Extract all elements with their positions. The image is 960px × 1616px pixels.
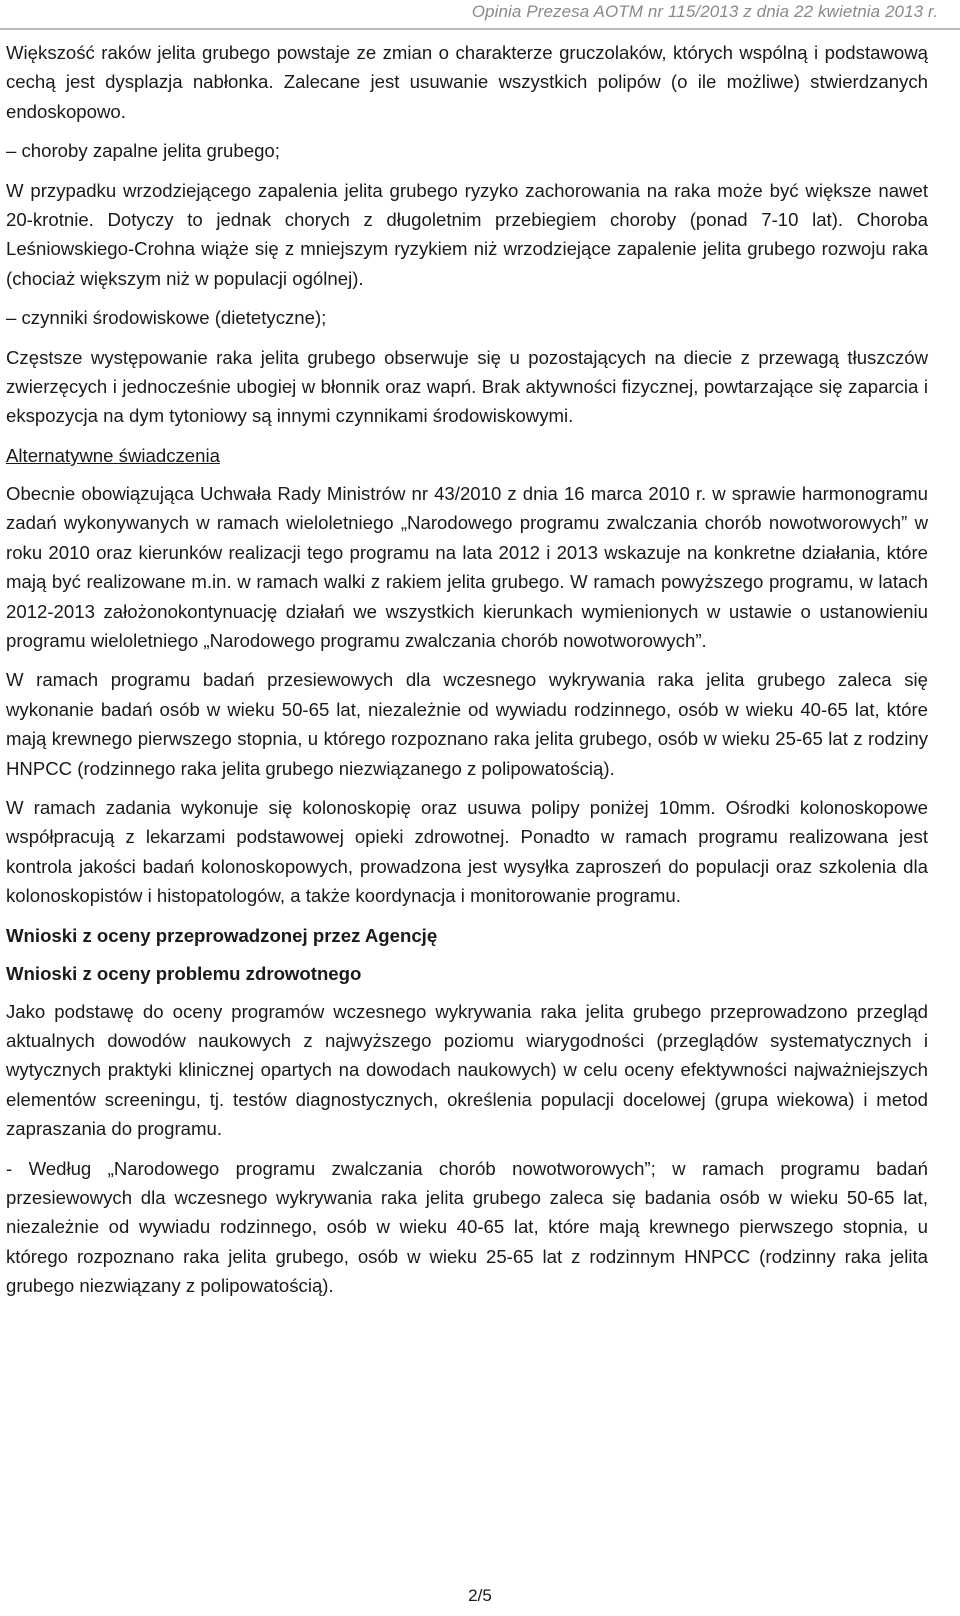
paragraph-adenomas: Większość raków jelita grubego powstaje ze zmian o charakterze gruczolaków, których wspólną i podstawową cechą jest dysplazja nabłonka. Zalecane jest usuwanie wszystkich polipów (o ile możliwe) stwierdzanych endoskopowo. — [6, 42, 928, 122]
heading-alternative-services: Alternatywne świadczenia — [6, 444, 220, 466]
paragraph-national-program: - Według „Narodowego programu zwalczania chorób nowotworowych”; w ramach programu badań przesiewowych dla wczesnego wykrywania raka jelita grubego zaleca się badania osób w wieku 50-65 lat, niezależnie od wywiadu rodzinnego, osób w wieku 40-65 lat, które mają krewnego pierwszego stopnia, u którego rozpoznano raka jelita grubego, osób w wieku 25-65 lat z rodzinnym HNPCC (rodzinny raka jelita grubego niezwiązany z polipowatością). — [6, 1157, 928, 1297]
paragraph-ulcerative-colitis: W przypadku wrzodziejącego zapalenia jelita grubego ryzyko zachorowania na raka może być większe nawet 20-krotnie. Dotyczy to jednak chorych z długoletnim przebiegiem choroby (ponad 7-10 lat). Choroba Leśniowskiego-Crohna wiąże się z mniejszym ryzykiem niż wrzodziejące zapalenie jelita grubego rozwoju raka (chociaż większym niż w populacji ogólnej). — [6, 179, 928, 289]
document-body — [6, 38, 928, 1311]
header-rule — [0, 28, 960, 30]
running-header: Opinia Prezesa AOTM nr 115/2013 z dnia 22 kwietnia 2013 r. — [471, 2, 938, 21]
paragraph-diet: Częstsze występowanie raka jelita grubego obserwuje się u pozostających na diecie z przewagą tłuszczów zwierzęcych i jednocześnie ubogiej w błonnik oraz wapń. Brak aktywności fizycznej, powtarzające się zaparcia i ekspozycja na dym tytoniowy są innymi czynnikami środowiskowymi. — [6, 346, 928, 427]
heading-agency-conclusions: Wnioski z oceny przeprowadzonej przez Agencję — [6, 924, 438, 946]
bullet-inflammatory-diseases: – choroby zapalne jelita grubego; — [6, 140, 280, 162]
paragraph-resolution: Obecnie obowiązująca Uchwała Rady Ministrów nr 43/2010 z dnia 16 marca 2010 r. w sprawie harmonogramu zadań wykonywanych w ramach wieloletniego „Narodowego programu zwalczania chorób nowotworowych” w roku 2010 oraz kierunków realizacji tego programu na lata 2012 i 2013 wskazuje na konkretne działania, które mają być realizowane m.in. w ramach walki z rakiem jelita grubego. W ramach powyższego programu, w latach 2012-2013 założonokontynuację działań we wszystkich kierunkach wymienionych w ustawie o ustanowieniu programu wieloletniego „Narodowego programu zwalczania chorób nowotworowych”. — [6, 482, 928, 651]
paragraph-colonoscopy: W ramach zadania wykonuje się kolonoskopię oraz usuwa polipy poniżej 10mm. Ośrodki kolonoskopowe współpracują z lekarzami podstawowej opieki zdrowotnej. Ponadto w ramach programu realizowana jest kontrola jakości badań kolonoskopowych, prowadzona jest wysyłka zaproszeń do populacji oraz szkolenia dla kolonoskopistów i histopatologów, a także koordynacja i monitorowanie programu. — [6, 796, 928, 907]
bullet-environmental-factors: – czynniki środowiskowe (dietetyczne); — [6, 307, 327, 329]
paragraph-screening-program: W ramach programu badań przesiewowych dla wczesnego wykrywania raka jelita grubego zaleca się wykonanie badań osób w wieku 50-65 lat, niezależnie od wywiadu rodzinnego, osób w wieku 40-65 lat, które mają krewnego pierwszego stopnia, u którego rozpoznano raka jelita grubego, osób w wieku 25-65 lat z rodziny HNPCC (rodzinnego raka jelita grubego niezwiązanego z polipowatością). — [6, 669, 928, 779]
paragraph-evidence-review: Jako podstawę do oceny programów wczesnego wykrywania raka jelita grubego przeprowadzono przegląd aktualnych dowodów naukowych z najwyższego poziomu wiarygodności (przeglądów systematycznych i wytycznych praktyki klinicznej opartych na dowodach naukowych) w celu oceny efektywności najważniejszych elementów screeningu, tj. testów diagnostycznych, określenia populacji docelowej (grupa wiekowa) i metod zapraszania do programu. — [6, 1000, 928, 1140]
heading-health-problem-conclusions: Wnioski z oceny problemu zdrowotnego — [6, 962, 362, 984]
page-number: 2/5 — [468, 1586, 492, 1605]
